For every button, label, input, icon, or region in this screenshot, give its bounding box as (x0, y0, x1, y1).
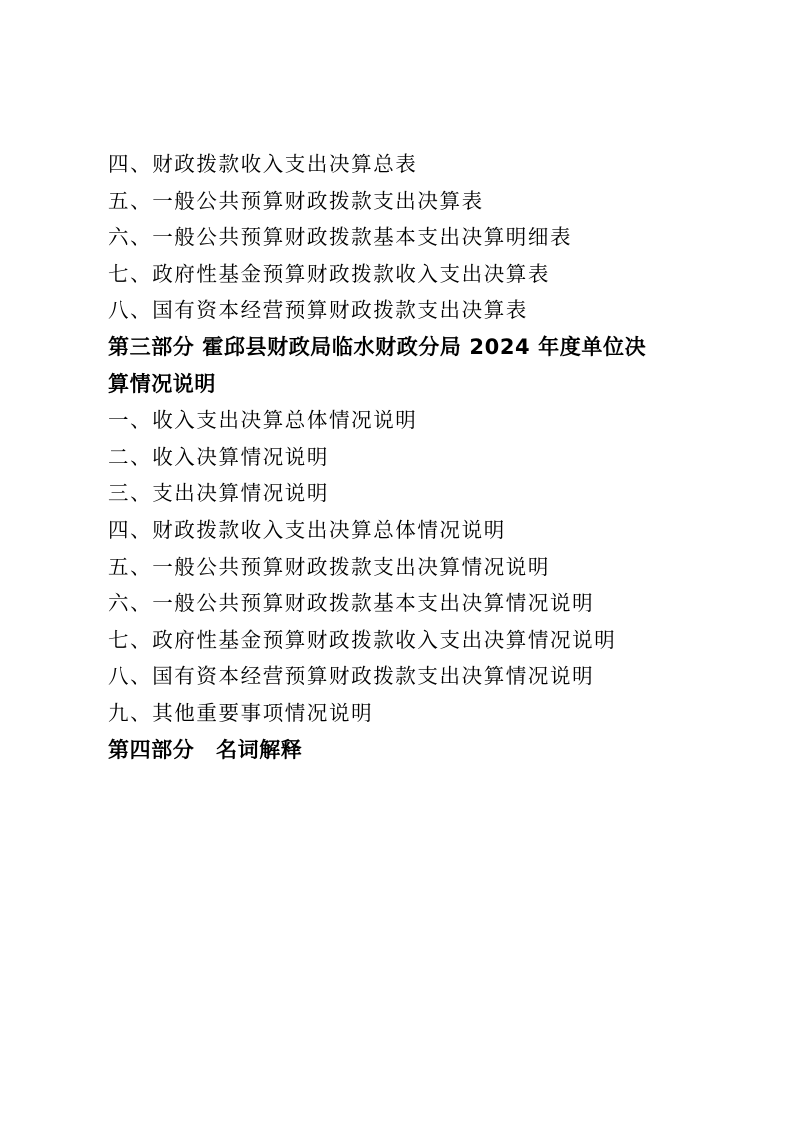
toc-item-general-budget-expenditure: 五、一般公共预算财政拨款支出决算表 (108, 188, 484, 213)
part3-heading-line2: 算情况说明 (108, 371, 216, 396)
toc-item-state-capital-budget: 八、国有资本经营预算财政拨款支出决算表 (108, 298, 528, 323)
table-of-contents (108, 146, 698, 768)
toc-item-income-explanation: 二、收入决算情况说明 (108, 444, 329, 469)
toc-item-state-capital-explanation: 八、国有资本经营预算财政拨款支出决算情况说明 (108, 664, 595, 689)
toc-item-general-budget-basic-explanation: 六、一般公共预算财政拨款基本支出决算情况说明 (108, 591, 595, 616)
toc-item-general-budget-basic-expenditure: 六、一般公共预算财政拨款基本支出决算明细表 (108, 225, 573, 250)
toc-item-appropriation-overview: 四、财政拨款收入支出决算总体情况说明 (108, 517, 506, 542)
toc-item-government-fund-budget: 七、政府性基金预算财政拨款收入支出决算表 (108, 261, 550, 286)
part4-heading: 第四部分 名词解释 (108, 737, 303, 762)
toc-item-financial-appropriation-summary: 四、财政拨款收入支出决算总表 (108, 152, 418, 176)
toc-item-expenditure-explanation: 三、支出决算情况说明 (108, 481, 329, 506)
toc-item-government-fund-explanation: 七、政府性基金预算财政拨款收入支出决算情况说明 (108, 627, 617, 652)
toc-item-income-expenditure-overview: 一、收入支出决算总体情况说明 (108, 408, 418, 433)
toc-item-other-important-matters: 九、其他重要事项情况说明 (108, 700, 374, 725)
toc-item-general-budget-explanation: 五、一般公共预算财政拨款支出决算情况说明 (108, 554, 550, 579)
part3-heading-line1: 第三部分 霍邱县财政局临水财政分局 2024 年度单位决 (108, 334, 647, 359)
